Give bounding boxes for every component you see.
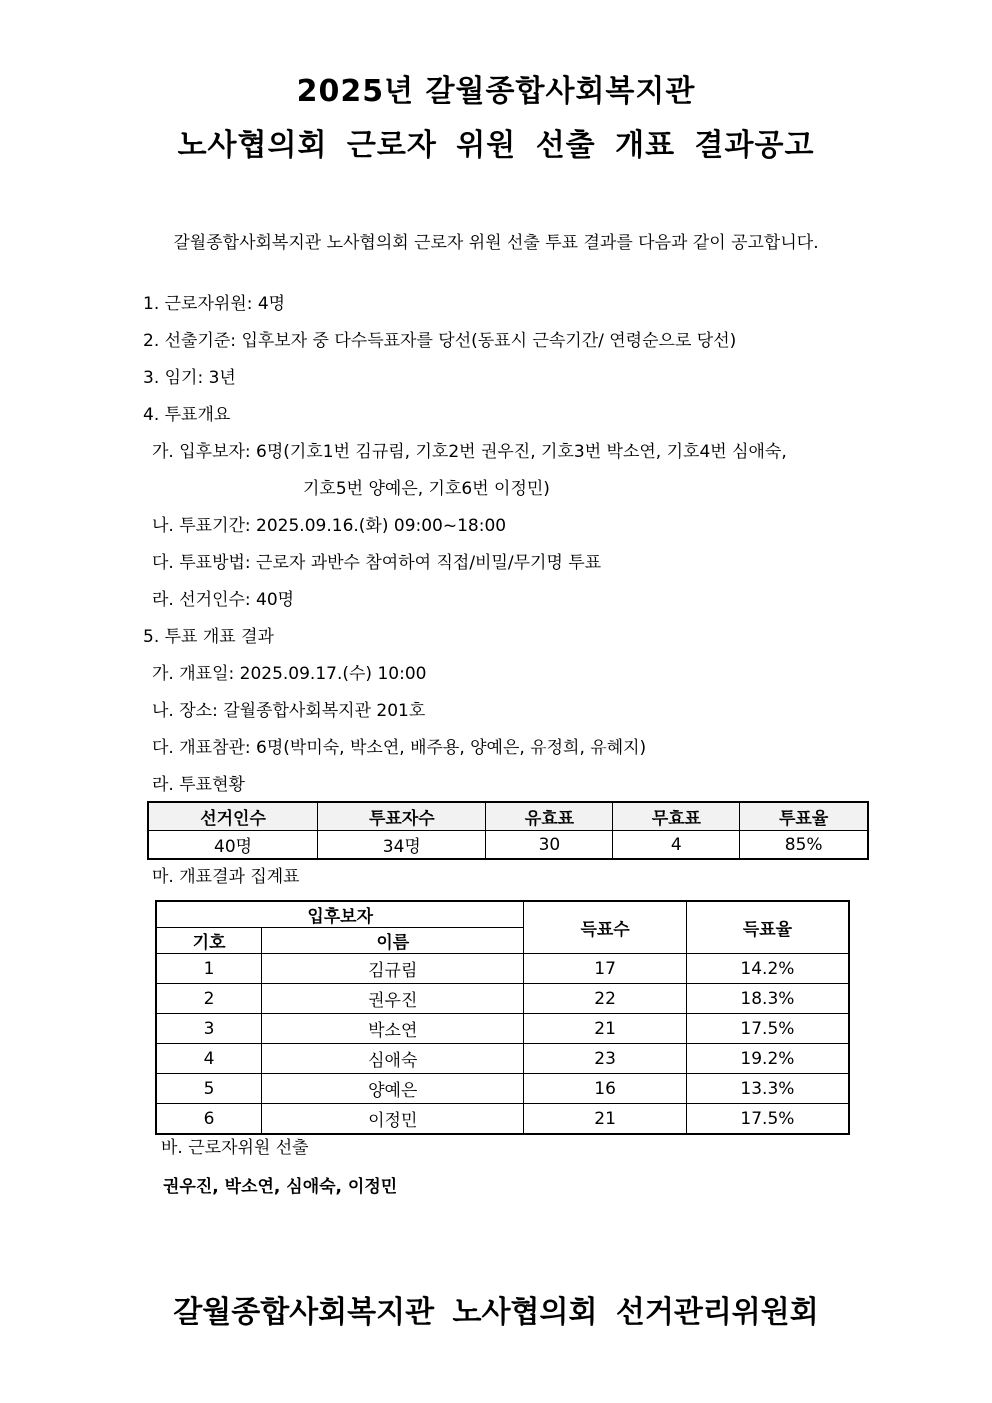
candidate-rate: 13.3% (686, 1074, 849, 1104)
page-title-line2: 노사협의회 근로자 위원 선출 개표 결과공고 (177, 128, 815, 163)
table-row (156, 1014, 849, 1044)
table-header-row (148, 802, 868, 831)
table-row (156, 1074, 849, 1104)
candidate-votes: 23 (524, 1044, 687, 1074)
candidate-name: 이정민 (262, 1104, 524, 1135)
header-votes: 득표수 (524, 901, 687, 954)
candidate-number: 2 (156, 984, 262, 1014)
candidate-votes: 16 (524, 1074, 687, 1104)
item-observers: 다. 개표참관: 6명(박미숙, 박소연, 배주용, 양예은, 유정희, 유혜지) (152, 738, 647, 758)
candidate-name: 양예은 (262, 1074, 524, 1104)
intro-text: 갈월종합사회복지관 노사협의회 근로자 위원 선출 투표 결과를 다음과 같이 공고합니다. (173, 233, 819, 253)
candidate-votes: 21 (524, 1104, 687, 1135)
item-vote-method: 다. 투표방법: 근로자 과반수 참여하여 직접/비밀/무기명 투표 (152, 553, 602, 573)
item-worker-members: 1. 근로자위원: 4명 (143, 294, 286, 314)
item-vote-period: 나. 투표기간: 2025.09.16.(화) 09:00~18:00 (152, 516, 507, 536)
item-count-date: 가. 개표일: 2025.09.17.(수) 10:00 (152, 664, 427, 684)
header-rate: 득표율 (686, 901, 849, 954)
candidate-number: 1 (156, 954, 262, 984)
item-candidates: 가. 입후보자: 6명(기호1번 김규림, 기호2번 권우진, 기호3번 박소연, 기호4번 심애숙, (152, 442, 787, 462)
table-row (148, 831, 868, 860)
value-electors: 40명 (148, 831, 318, 860)
table-header-row (156, 901, 849, 928)
candidate-name: 김규림 (262, 954, 524, 984)
header-candidate: 입후보자 (156, 901, 524, 928)
table-row (156, 954, 849, 984)
tally-table (155, 900, 850, 1135)
item-criteria: 2. 선출기준: 입후보자 중 다수득표자를 당선(동표시 근속기간/ 연령순으로 당선) (143, 331, 737, 351)
footer-committee: 갈월종합사회복지관 노사협의회 선거관리위원회 (173, 1295, 819, 1330)
selected-members: 권우진, 박소연, 심애숙, 이정민 (163, 1177, 398, 1197)
item-electors: 라. 선거인수: 40명 (152, 590, 295, 610)
candidate-name: 심애숙 (262, 1044, 524, 1074)
candidate-rate: 17.5% (686, 1014, 849, 1044)
header-invalid: 무효표 (613, 802, 740, 831)
item-vote-status: 라. 투표현황 (152, 775, 245, 795)
header-valid: 유효표 (486, 802, 613, 831)
candidate-rate: 18.3% (686, 984, 849, 1014)
value-invalid: 4 (613, 831, 740, 860)
candidate-name: 박소연 (262, 1014, 524, 1044)
table-row (156, 1044, 849, 1074)
candidate-rate: 17.5% (686, 1104, 849, 1135)
candidate-rate: 14.2% (686, 954, 849, 984)
candidate-votes: 17 (524, 954, 687, 984)
value-turnout: 85% (740, 831, 868, 860)
header-number: 기호 (156, 928, 262, 954)
item-place: 나. 장소: 갈월종합사회복지관 201호 (152, 701, 426, 721)
item-term: 3. 임기: 3년 (143, 368, 236, 388)
header-voters: 투표자수 (318, 802, 486, 831)
table-row (156, 984, 849, 1014)
candidate-rate: 19.2% (686, 1044, 849, 1074)
candidate-number: 5 (156, 1074, 262, 1104)
table-row (156, 1104, 849, 1135)
item-tally: 마. 개표결과 집계표 (152, 867, 300, 887)
header-name: 이름 (262, 928, 524, 954)
candidate-votes: 21 (524, 1014, 687, 1044)
item-candidates-cont: 기호5번 양예은, 기호6번 이정민) (303, 479, 550, 499)
page-title-line1: 2025년 갈월종합사회복지관 (296, 74, 696, 109)
item-results: 5. 투표 개표 결과 (143, 627, 274, 647)
candidate-number: 6 (156, 1104, 262, 1135)
vote-status-table (147, 801, 869, 860)
header-turnout: 투표율 (740, 802, 868, 831)
value-valid: 30 (486, 831, 613, 860)
candidate-number: 3 (156, 1014, 262, 1044)
candidate-votes: 22 (524, 984, 687, 1014)
candidate-name: 권우진 (262, 984, 524, 1014)
item-vote-overview: 4. 투표개요 (143, 405, 231, 425)
item-selected-heading: 바. 근로자위원 선출 (161, 1138, 309, 1158)
candidate-number: 4 (156, 1044, 262, 1074)
value-voters: 34명 (318, 831, 486, 860)
header-electors: 선거인수 (148, 802, 318, 831)
